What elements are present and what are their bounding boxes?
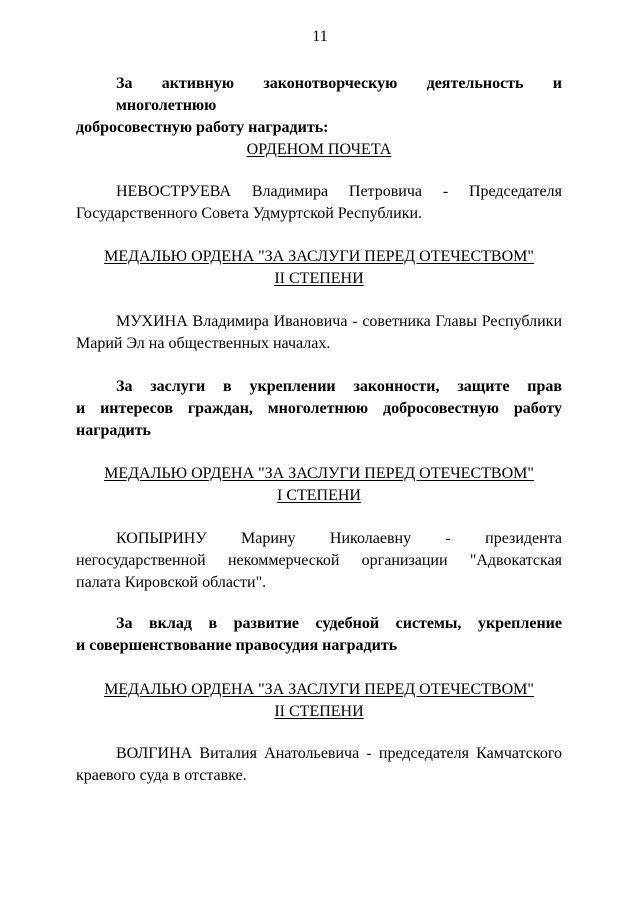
recipient-2	[76, 311, 562, 355]
recipient-line: ВОЛГИНА Виталия Анатольевича - председателя Камчатского	[116, 745, 562, 762]
recipient-line: КОПЫРИНУ Марину Николаевну - президента	[116, 530, 562, 547]
award-title-3	[76, 463, 562, 507]
award-line: ОРДЕНОМ ПОЧЕТА	[246, 141, 392, 158]
award-title-1	[76, 139, 562, 161]
recipient-4	[76, 743, 562, 787]
award-title-4	[76, 679, 562, 723]
intro-line: За вклад в развитие судебной системы, укрепление	[116, 615, 562, 632]
recipient-line: Государственного Совета Удмуртской Республики.	[76, 205, 423, 222]
intro-line: За активную законотворческую деятельность и многолетнюю	[116, 75, 562, 114]
intro-line: и совершенствование правосудия наградить	[76, 637, 398, 654]
award-line: МЕДАЛЬЮ ОРДЕНА "ЗА ЗАСЛУГИ ПЕРЕД ОТЕЧЕСТВОМ"	[104, 681, 534, 698]
award-intro-1	[76, 73, 562, 139]
award-intro-4	[76, 613, 562, 657]
recipient-line: краевого суда в отставке.	[76, 767, 247, 784]
recipient-line: НЕВОСТРУЕВА Владимира Петровича - Председателя	[116, 183, 562, 200]
recipient-line: негосударственной некоммерческой организации "Адвокатская	[76, 552, 562, 569]
award-line: МЕДАЛЬЮ ОРДЕНА "ЗА ЗАСЛУГИ ПЕРЕД ОТЕЧЕСТВОМ"	[104, 465, 534, 482]
award-title-2	[76, 246, 562, 290]
recipient-line: МУХИНА Владимира Ивановича - советника Главы Республики	[116, 313, 562, 330]
recipient-3	[76, 528, 562, 594]
award-line: I СТЕПЕНИ	[277, 487, 361, 504]
recipient-1	[76, 181, 562, 225]
award-line: II СТЕПЕНИ	[274, 270, 364, 287]
recipient-line: палата Кировской области".	[76, 574, 267, 591]
intro-line: наградить	[76, 422, 152, 439]
intro-line: добросовестную работу наградить:	[76, 119, 329, 136]
award-intro-3	[76, 376, 562, 442]
award-line: II СТЕПЕНИ	[274, 703, 364, 720]
intro-line: и интересов граждан, многолетнюю добросовестную работу	[76, 400, 562, 417]
award-line: МЕДАЛЬЮ ОРДЕНА "ЗА ЗАСЛУГИ ПЕРЕД ОТЕЧЕСТВОМ"	[104, 248, 534, 265]
intro-line: За заслуги в укреплении законности, защите прав	[116, 378, 562, 395]
recipient-line: Марий Эл на общественных началах.	[76, 335, 331, 352]
page-number: 11	[312, 28, 328, 45]
